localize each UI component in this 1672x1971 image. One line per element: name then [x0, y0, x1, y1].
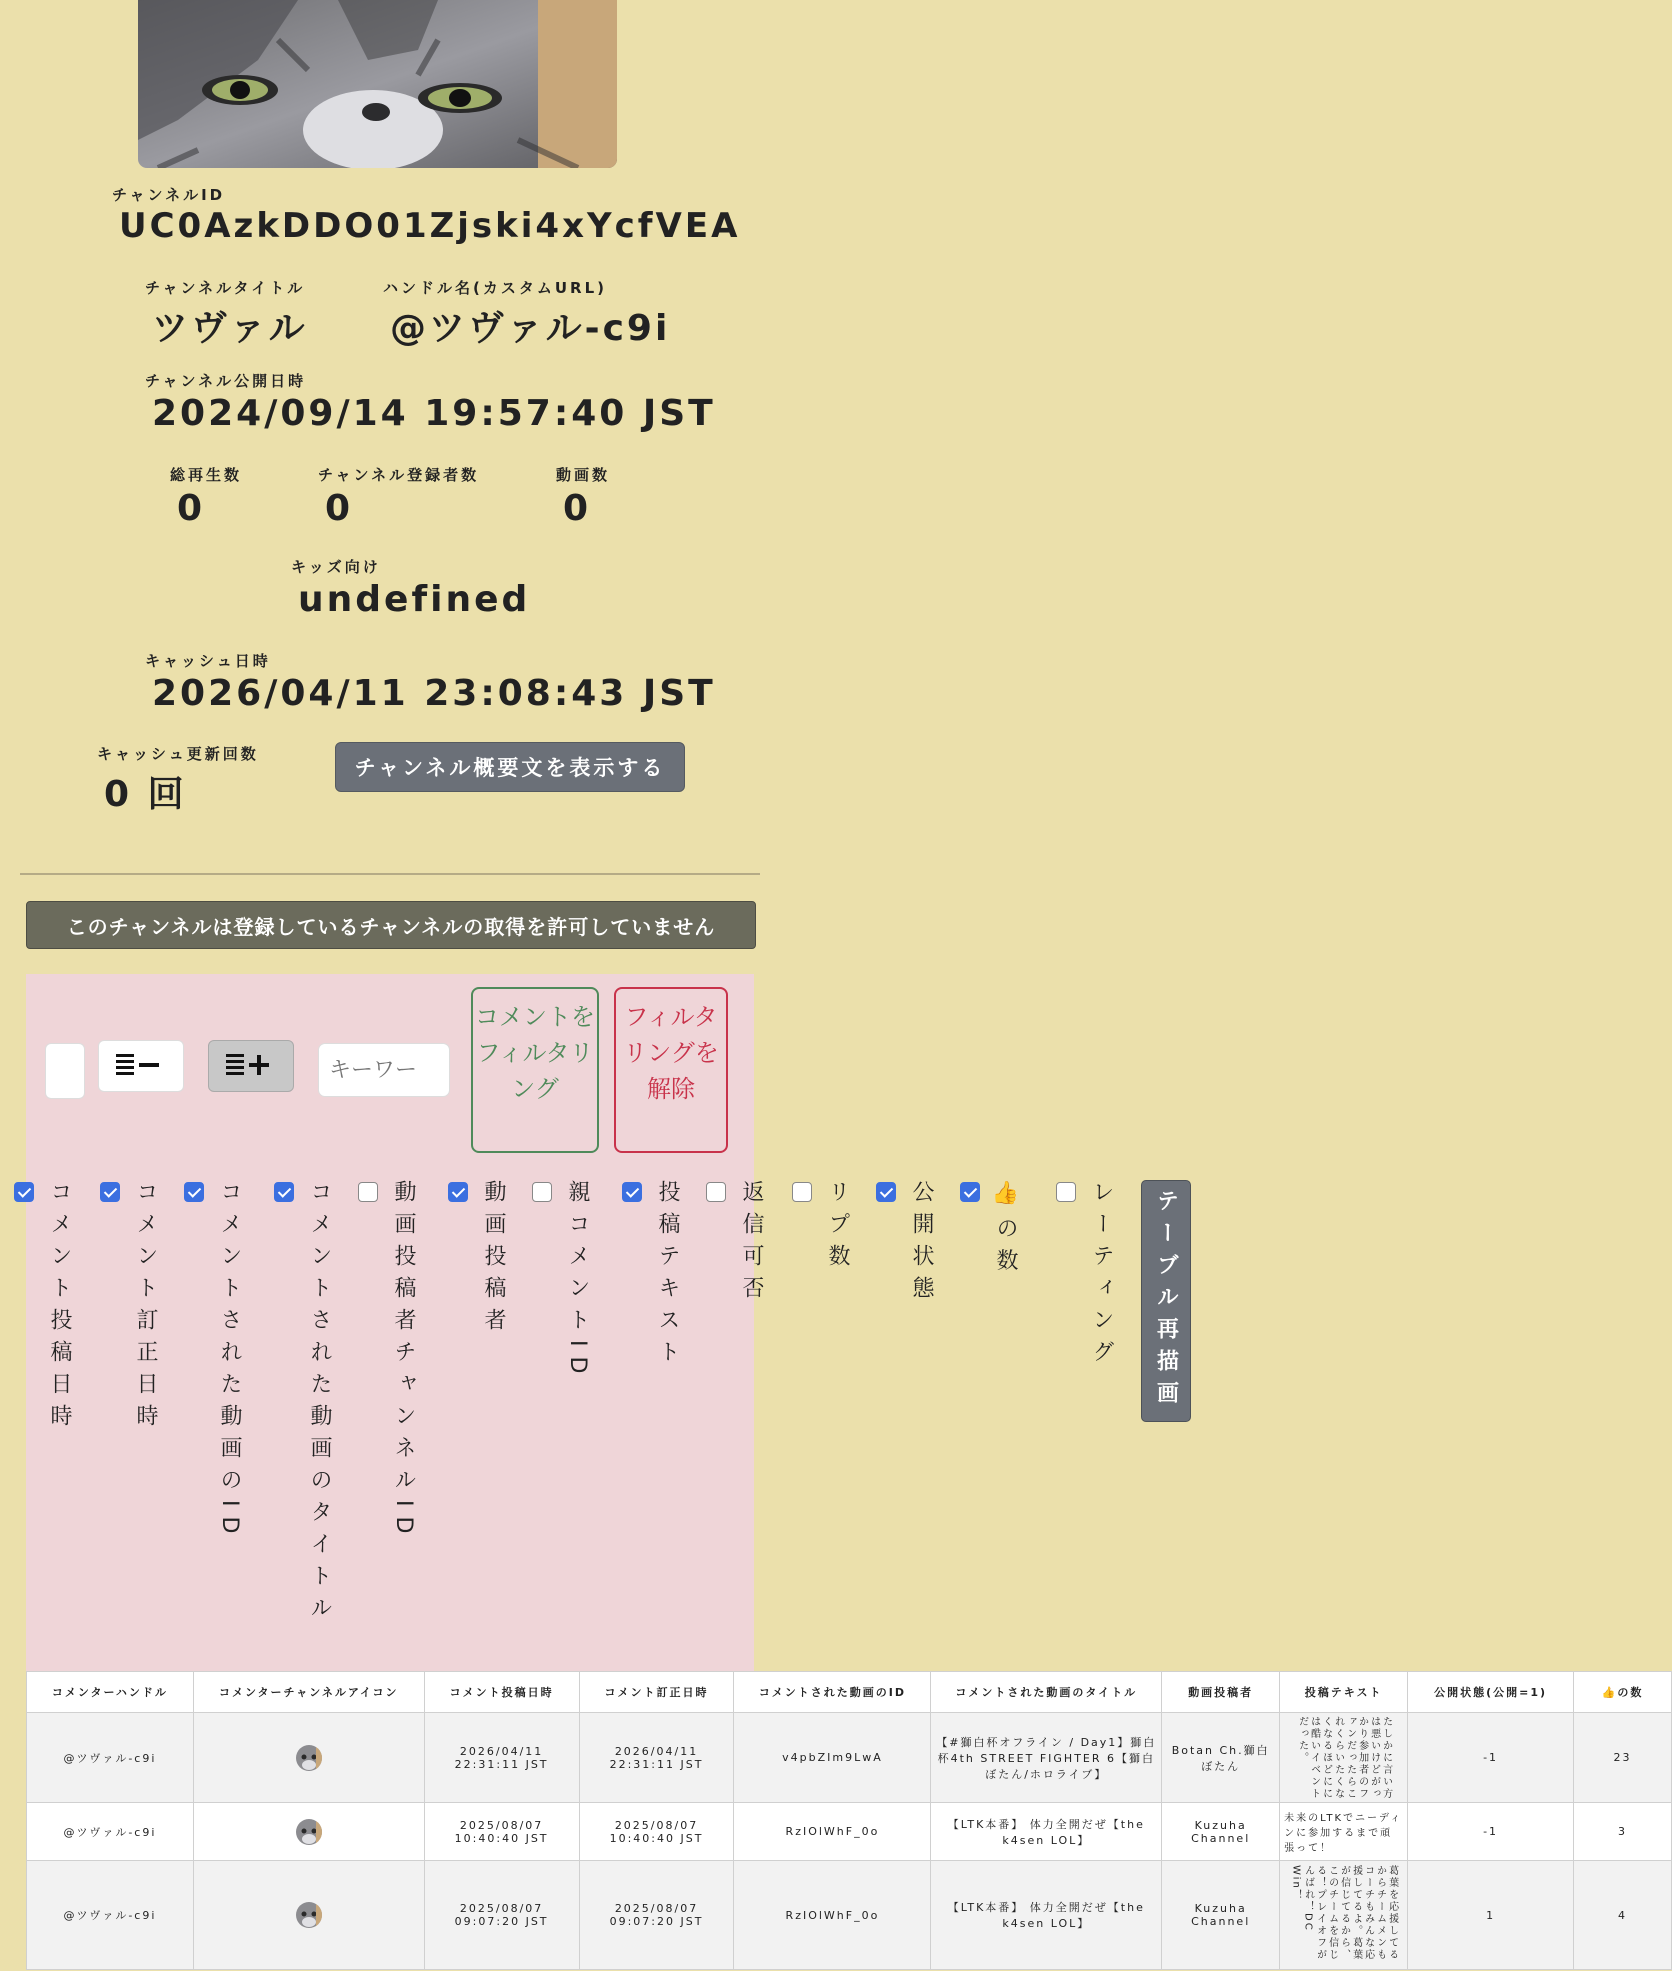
- kids-value: undefined: [298, 579, 531, 620]
- cache-date: 2026/04/11 23:08:43 JST: [152, 673, 716, 714]
- list-minus-icon: [114, 1052, 168, 1080]
- column-header[interactable]: 👍の数: [1574, 1672, 1672, 1713]
- column-header[interactable]: 投稿テキスト: [1280, 1672, 1408, 1713]
- collapse-rows-button[interactable]: [98, 1040, 184, 1092]
- column-option[interactable]: [448, 1180, 506, 1340]
- checkbox[interactable]: [358, 1182, 378, 1202]
- checkbox[interactable]: [706, 1182, 726, 1202]
- column-option[interactable]: [14, 1180, 72, 1436]
- public-status: -1: [1408, 1713, 1574, 1803]
- comment-text: 葛葉を応援してるからチームメンもコーチもみんな応援してるよ。葛葉が信じてるから、このチームを信じる！プレイオフがんばれ！DC Win！: [1290, 1865, 1398, 1961]
- column-option-label: レーティング: [1089, 1180, 1114, 1372]
- comment-text: たしかに言い方は悪いけどがっかり参加者のファンだったらこれくらいたくなくなるほどにには酷いイベントだった。: [1296, 1715, 1392, 1800]
- cache-count-label: キャッシュ更新回数: [97, 745, 259, 763]
- video-title: 【LTK本番】 体力全開だぜ【the k4sen LOL】: [931, 1861, 1162, 1970]
- videos-label: 動画数: [556, 466, 611, 484]
- table-row: [27, 1803, 1672, 1861]
- like-count: 4: [1574, 1861, 1672, 1970]
- divider: [20, 873, 760, 875]
- commenter-icon-cell: [193, 1713, 424, 1803]
- column-header[interactable]: コメンターチャンネルアイコン: [193, 1672, 424, 1713]
- posted-date: 2025/08/07 09:07:20 JST: [424, 1861, 579, 1970]
- column-option-label: コメントされた動画のID: [217, 1180, 242, 1544]
- column-header[interactable]: 公開状態(公開=1): [1408, 1672, 1574, 1713]
- column-header[interactable]: コメント投稿日時: [424, 1672, 579, 1713]
- filter-comments-button[interactable]: コメントをフィルタリング: [471, 987, 599, 1153]
- column-option[interactable]: [876, 1180, 934, 1308]
- expand-rows-button[interactable]: [208, 1040, 294, 1092]
- redraw-table-label: テーブル再描画: [1153, 1189, 1179, 1413]
- column-header[interactable]: コメント訂正日時: [579, 1672, 734, 1713]
- edited-date: 2025/08/07 09:07:20 JST: [579, 1861, 734, 1970]
- channel-id: UC0AzkDDO01Zjski4xYcfVEA: [119, 206, 741, 246]
- column-option-label: リプ数: [825, 1180, 850, 1276]
- edited-date: 2025/08/07 10:40:40 JST: [579, 1803, 734, 1861]
- table-header-row: [27, 1672, 1672, 1713]
- column-option-label: コメント訂正日時: [133, 1180, 158, 1436]
- checkbox[interactable]: [960, 1182, 980, 1202]
- column-option[interactable]: [960, 1180, 1018, 1281]
- column-header[interactable]: 動画投稿者: [1162, 1672, 1280, 1713]
- column-option[interactable]: [358, 1180, 416, 1543]
- clear-filter-button[interactable]: フィルタリングを解除: [614, 987, 728, 1153]
- published-date: 2024/09/14 19:57:40 JST: [152, 393, 716, 434]
- comment-text: 未来のLTKでニーディンに参加するまで頑張って！: [1280, 1803, 1408, 1861]
- column-option-label: 👍の数: [993, 1180, 1018, 1281]
- column-option[interactable]: [706, 1180, 764, 1308]
- keyword-input[interactable]: [318, 1043, 450, 1097]
- like-count: 3: [1574, 1803, 1672, 1861]
- avatar[interactable]: [296, 1745, 322, 1771]
- video-uploader: Kuzuha Channel: [1162, 1861, 1280, 1970]
- commenter-handle: @ツヴァル-c9i: [27, 1803, 194, 1861]
- column-option-label: 公開状態: [909, 1180, 934, 1308]
- column-header[interactable]: コメントされた動画のID: [734, 1672, 931, 1713]
- column-option-label: 親コメントID: [565, 1180, 590, 1384]
- table-row: [27, 1861, 1672, 1970]
- edited-date: 2026/04/11 22:31:11 JST: [579, 1713, 734, 1803]
- table-row: [27, 1713, 1672, 1803]
- column-option[interactable]: [792, 1180, 850, 1276]
- column-option-label: 返信可否: [739, 1180, 764, 1308]
- video-id: v4pbZIm9LwA: [734, 1713, 931, 1803]
- list-plus-icon: [224, 1052, 278, 1080]
- views-label: 総再生数: [170, 466, 243, 484]
- checkbox[interactable]: [448, 1182, 468, 1202]
- column-option-label: コメント投稿日時: [47, 1180, 72, 1436]
- video-title: 【LTK本番】 体力全開だぜ【the k4sen LOL】: [931, 1803, 1162, 1861]
- comment-text-cell: [1280, 1861, 1408, 1970]
- video-id: RzIOlWhF_0o: [734, 1803, 931, 1861]
- views-count: 0: [177, 488, 206, 529]
- checkbox[interactable]: [792, 1182, 812, 1202]
- published-label: チャンネル公開日時: [145, 372, 307, 390]
- subs-count: 0: [325, 488, 354, 529]
- channel-id-label: チャンネルID: [112, 186, 226, 204]
- checkbox[interactable]: [532, 1182, 552, 1202]
- redraw-table-button[interactable]: [1141, 1180, 1191, 1422]
- video-title: 【#獅白杯オフライン / Day1】獅白杯4th STREET FIGHTER 6【獅白ぼたん/ホロライブ】: [931, 1713, 1162, 1803]
- column-option-label: 投稿テキスト: [655, 1180, 680, 1372]
- public-status: -1: [1408, 1803, 1574, 1861]
- channel-handle: @ツヴァル-c9i: [390, 308, 671, 349]
- checkbox[interactable]: [876, 1182, 896, 1202]
- avatar[interactable]: [296, 1902, 322, 1928]
- checkbox[interactable]: [184, 1182, 204, 1202]
- videos-count: 0: [563, 488, 592, 529]
- commenter-handle: @ツヴァル-c9i: [27, 1861, 194, 1970]
- checkbox[interactable]: [1056, 1182, 1076, 1202]
- comment-text-cell: [1280, 1713, 1408, 1803]
- column-option[interactable]: [622, 1180, 680, 1372]
- video-id: RzIOlWhF_0o: [734, 1861, 931, 1970]
- channel-title: ツヴァル: [152, 308, 308, 349]
- checkbox[interactable]: [622, 1182, 642, 1202]
- posted-date: 2026/04/11 22:31:11 JST: [424, 1713, 579, 1803]
- kids-label: キッズ向け: [291, 558, 381, 576]
- comments-table: [26, 1671, 1672, 1970]
- cache-count: 0 回: [104, 774, 187, 815]
- commenter-icon-cell: [193, 1861, 424, 1970]
- subscriptions-notice: このチャンネルは登録しているチャンネルの取得を許可していません: [26, 901, 756, 949]
- column-option[interactable]: [274, 1180, 332, 1628]
- posted-date: 2025/08/07 10:40:40 JST: [424, 1803, 579, 1861]
- column-option[interactable]: [532, 1180, 590, 1383]
- video-uploader: Botan Ch.獅白ぼたん: [1162, 1713, 1280, 1803]
- commenter-icon-cell: [193, 1803, 424, 1861]
- column-option-label: コメントされた動画のタイトル: [307, 1180, 332, 1628]
- checkbox[interactable]: [274, 1182, 294, 1202]
- cache-date-label: キャッシュ日時: [145, 652, 271, 670]
- column-option[interactable]: [100, 1180, 158, 1436]
- avatar[interactable]: [296, 1819, 322, 1845]
- column-header[interactable]: コメンターハンドル: [27, 1672, 194, 1713]
- show-description-button[interactable]: チャンネル概要文を表示する: [335, 742, 685, 792]
- checkbox[interactable]: [14, 1182, 34, 1202]
- column-option[interactable]: [184, 1180, 242, 1543]
- handle-label: ハンドル名(カスタムURL): [383, 279, 608, 297]
- commenter-handle: @ツヴァル-c9i: [27, 1713, 194, 1803]
- checkbox[interactable]: [100, 1182, 120, 1202]
- public-status: 1: [1408, 1861, 1574, 1970]
- like-count: 23: [1574, 1713, 1672, 1803]
- column-option-label: 動画投稿者チャンネルID: [391, 1180, 416, 1544]
- column-header[interactable]: コメントされた動画のタイトル: [931, 1672, 1162, 1713]
- channel-title-label: チャンネルタイトル: [145, 279, 306, 297]
- channel-banner-image: [138, 0, 617, 168]
- subs-label: チャンネル登録者数: [318, 466, 480, 484]
- column-option-label: 動画投稿者: [481, 1180, 506, 1340]
- column-option[interactable]: [1056, 1180, 1114, 1372]
- select-all-toggle[interactable]: [45, 1043, 85, 1099]
- video-uploader: Kuzuha Channel: [1162, 1803, 1280, 1861]
